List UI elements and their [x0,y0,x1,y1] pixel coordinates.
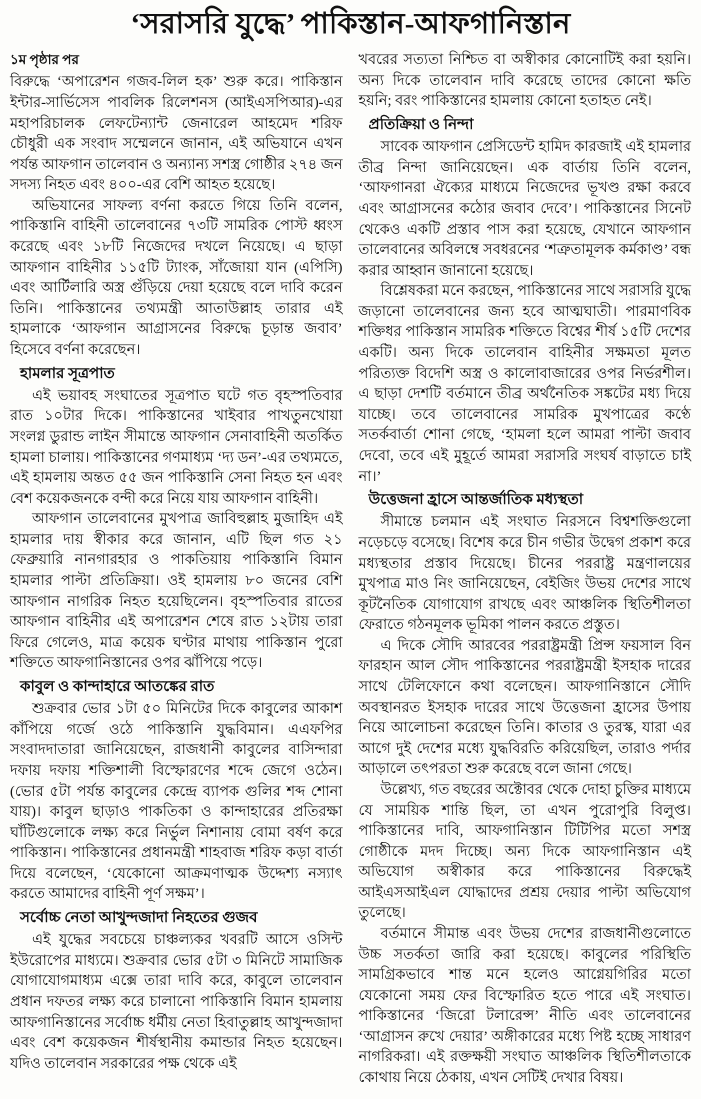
paragraph: এই ভয়াবহ সংঘাতের সূত্রপাত ঘটে গত বৃহস্পতিবার রাত ১০টার দিকে। পাকিস্তানের খাইবার পাখতুনখোয়া সংলগ্ন ডুরান্ড লাইন সীমান্তে আফগান সেনাবাহিনী অতর্কিত হামলা চালায়। পাকিস্তানের গণমাধ্যম ‘দ্য ডন’-এর তথ্যমতে, এই হামলায় অন্তত ৫৫ জন পাকিস্তানি সেনা নিহত হন এবং বেশ কয়েকজনকে বন্দী করে নিয়ে যায় আফগান বাহিনী। [10,387,343,507]
left-column [10,50,343,1088]
paragraph: শুক্রবার ভোর ১টা ৫০ মিনিটের দিকে কাবুলের আকাশ কাঁপিয়ে গর্জে ওঠে পাকিস্তানি যুদ্ধবিমান। এএফপির সংবাদদাতারা জানিয়েছেন, রাজধানী কাবুলের বাসিন্দারা দফায় দফায় শক্তিশালী বিস্ফোরণের শব্দে জেগে ওঠেন। (ভোর ৫টা পর্যন্ত কাবুলের কেন্দ্রে ব্যাপক গুলির শব্দ শোনা যায়)। কাবুল ছাড়াও পাকতিকা ও কান্দাহারের প্রতিরক্ষা ঘাঁটিগুলোকে লক্ষ্য করে নির্ভুল নিশানায় বোমা বর্ষণ করে পাকিস্তান। পাকিস্তানের প্রধানমন্ত্রী শাহবাজ শরিফ কড়া বার্তা দিয়ে বলেছেন, ‘যেকোনো আক্রমণাত্মক উদ্দেশ্য নস্যাৎ করতে আমাদের বাহিনী পূর্ণ সক্ষম’। [10,701,343,903]
article-columns [10,50,691,1088]
paragraph: বর্তমানে সীমান্ত এবং উভয় দেশের রাজধানীগুলোতে উচ্চ সতর্কতা জারি করা হয়েছে। কাবুলের পরিস্থিতি সামগ্রিকভাবে শান্ত মনে হলেও আগ্নেয়গিরির মতো যেকোনো সময় ফের বিস্ফোরিত হতে পারে এই সংঘাত। পাকিস্তানের ‘জিরো টলারেন্স’ নীতি এবং তালেবানের ‘আগ্রাসন রুখে দেয়ার’ অঙ্গীকারের মধ্যে পিষ্ট হচ্ছে সাধারণ নাগরিকরা। এই রক্তক্ষয়ী সংঘাত আঞ্চলিক স্থিতিশীলতাকে কোথায় নিয়ে ঠেকায়, এখন সেটিই দেখার বিষয়। [358,925,691,1087]
section-subhead: উত্তেজনা হ্রাসে আন্তর্জাতিক মধ্যস্থতা [368,492,584,509]
right-column [359,50,692,1088]
section-subhead: সর্বোচ্চ নেতা আখুন্দজাদা নিহতের গুজব [20,909,258,926]
paragraph: উল্লেখ্য, গত বছরের অক্টোবর থেকে দোহা চুক্তির মাধ্যমে যে সাময়িক শান্তি ছিল, তা এখন পুরোপুরি বিলুপ্ত। পাকিস্তানের দাবি, আফগানিস্তান টিটিপির মতো সশস্ত্র গোষ্ঠীকে মদদ দিচ্ছে। অন্য দিকে আফগানিস্তান এই অভিযোগ অস্বীকার করে পাকিস্তানের বিরুদ্ধেই আইএসআইএল যোদ্ধাদের প্রশ্রয় দেয়ার পাল্টা অভিযোগ তুলেছে। [358,781,691,922]
continuation-note: ১ম পৃষ্ঠার পর [10,52,79,68]
paragraph: অভিযানের সাফল্য বর্ণনা করতে গিয়ে তিনি বলেন, পাকিস্তানি বাহিনী তালেবানের ৭৩টি সামরিক পোস্ট ধ্বংস করেছে এবং ১৮টি নিজেদের দখলে নিয়েছে। এ ছাড়া আফগান বাহিনীর ১১৫টি ট্যাংক, সাঁজোয়া যান (এপিসি) এবং আর্টিলারি অস্ত্র গুঁড়িয়ে দেয়া হয়েছে বলে দাবি করেন তিনি। পাকিস্তানের তথ্যমন্ত্রী আতাউল্লাহ তারার এই হামলাকে ‘আফগান আগ্রাসনের বিরুদ্ধে চূড়ান্ত জবাব’ হিসেবে বর্ণনা করেছেন। [10,197,343,358]
section-subhead: কাবুল ও কান্দাহারে আতঙ্কের রাত [20,678,215,695]
section-subhead: প্রতিক্রিয়া ও নিন্দা [368,116,474,133]
paragraph: সীমান্তে চলমান এই সংঘাত নিরসনে বিশ্বশক্তিগুলো নড়েচড়ে বসেছে। বিশেষ করে চীন গভীর উদ্বেগ প্রকাশ করে মধ্যস্থতার প্রস্তাব দিয়েছে। চীনের পররাষ্ট্র মন্ত্রণালয়ের মুখপাত্র মাও নিং জানিয়েছেন, বেইজিং উভয় দেশের সাথে কূটনৈতিক যোগাযোগ রাখছে এবং আঞ্চলিক স্থিতিশীলতা ফেরাতে গঠনমূলক ভূমিকা পালন করতে প্রস্তুত। [358,514,691,634]
paragraph: বিশ্লেষকরা মনে করছেন, পাকিস্তানের সাথে সরাসরি যুদ্ধে জড়ানো তালেবানের জন্য হবে আত্মঘাতী। পারমাণবিক শক্তিধর পাকিস্তান সামরিক শক্তিতে বিশ্বের শীর্ষ ১৫টি দেশের একটি। অন্য দিকে তালেবান বাহিনীর সক্ষমতা মূলত পরিত্যক্ত বিদেশি অস্ত্র ও কালোবাজারের ওপর নির্ভরশীল। এ ছাড়া দেশটি বর্তমানে তীব্র অর্থনৈতিক সঙ্কটের মধ্য দিয়ে যাচ্ছে। তবে তালেবানের সামরিক মুখপাত্রের কণ্ঠে সতর্কবার্তা শোনা গেছে, ‘হামলা হলে আমরা পাল্টা জবাব দেবো, তবে এই মুহূর্তে আমরা সরাসরি সংঘর্ষ বাড়াতে চাই না।’ [358,283,691,485]
paragraph: সাবেক আফগান প্রেসিডেন্ট হামিদ কারজাই এই হামলার তীব্র নিন্দা জানিয়েছেন। এক বার্তায় তিনি বলেন, ‘আফগানরা ঐক্যের মাধ্যমে নিজেদের ভূখণ্ড রক্ষা করবে এবং আগ্রাসনের কঠোর জবাব দেবে’। পাকিস্তানের সিনেট থেকেও একটি প্রস্তাব পাস করা হয়েছে, যেখানে আফগান তালেবানের অবিলম্বে সবধরনের ‘শত্রুতামূলক কর্মকাণ্ড’ বন্ধ করার আহ্বান জানানো হয়েছে। [358,139,691,279]
paragraph: এ দিকে সৌদি আরবের পররাষ্ট্রমন্ত্রী প্রিন্স ফয়সাল বিন ফারহান আল সৌদ পাকিস্তানের পররাষ্ট্রমন্ত্রী ইসহাক দারের সাথে টেলিফোনে কথা বলেছেন। আফগানিস্তানে সৌদি অবস্থানরত ইসহাক দারের সাথে উত্তেজনা হ্রাসের উপায় নিয়ে আলোচনা করেছেন তিনি। কাতার ও তুরস্ক, যারা এর আগে দুই দেশের মধ্যে যুদ্ধবিরতি করিয়েছিল, তারাও পর্দার আড়ালে তৎপরতা শুরু করেছে বলে জানা গেছে। [358,637,691,778]
paragraph: আফগান তালেবানের মুখপাত্র জাবিহুল্লাহ মুজাহিদ এই হামলার দায় স্বীকার করে জানান, এটি ছিল গত ২১ ফেব্রুয়ারি নানগারহার ও পাকতিয়ায় পাকিস্তানি বিমান হামলার পাল্টা প্রতিক্রিয়া। ওই হামলায় ৮০ জনের বেশি আফগান নাগরিক নিহত হয়েছিলেন। বৃহস্পতিবার রাতের আফগান বাহিনীর এই অপারেশন শেষে রাত ১২টায় তারা ফিরে গেলেও, মাত্র কয়েক ঘণ্টার মাথায় পাকিস্তান পুরো শক্তিতে আফগানিস্তানের ওপর ঝাঁপিয়ে পড়ে। [10,511,343,672]
paragraph: বিরুদ্ধে ‘অপারেশন গজব-লিল হক’ শুরু করে। পাকিস্তান ইন্টার-সার্ভিসেস পাবলিক রিলেশনস (আইএসপিআর)-এর মহাপরিচালক লেফটেন্যান্ট জেনারেল আহমেদ শরিফ চৌধুরী এক সংবাদ সম্মেলনে জানান, এই অভিযানে এখন পর্যন্ত আফগান তালেবান ও অন্যান্য সশস্ত্র গোষ্ঠীর ২৭৪ জন সদস্য নিহত এবং ৪০০-এর বেশি আহত হয়েছে। [10,74,343,194]
paragraph: খবরের সত্যতা নিশ্চিত বা অস্বীকার কোনোটিই করা হয়নি। অন্য দিকে তালেবান দাবি করেছে তাদের কোনো ক্ষতি হয়নি; বরং পাকিস্তানের হামলায় কোনো হতাহত নেই। [358,52,691,110]
section-subhead: হামলার সূত্রপাত [20,365,115,382]
article-headline: ‘সরাসরি যুদ্ধে’ পাকিস্তান-আফগানিস্তান [130,8,571,40]
paragraph: এই যুদ্ধের সবচেয়ে চাঞ্চল্যকর খবরটি আসে ওসিন্ট ইউরোপের মাধ্যমে। শুক্রবার ভোর ৫টা ৩ মিনিটে সামাজিক যোগাযোগমাধ্যম এক্সে তারা দাবি করে, কাবুলে তালেবান প্রধান দফতর লক্ষ্য করে চালানো পাকিস্তানি বিমান হামলায় আফগানিস্তানের সর্বোচ্চ ধর্মীয় নেতা হিবাতুল্লাহ আখুন্দজাদা এবং বেশ কয়েকজন শীর্ষস্থানীয় কমান্ডার নিহত হয়েছেন। যদিও তালেবান সরকারের পক্ষ থেকে এই [10,932,343,1072]
